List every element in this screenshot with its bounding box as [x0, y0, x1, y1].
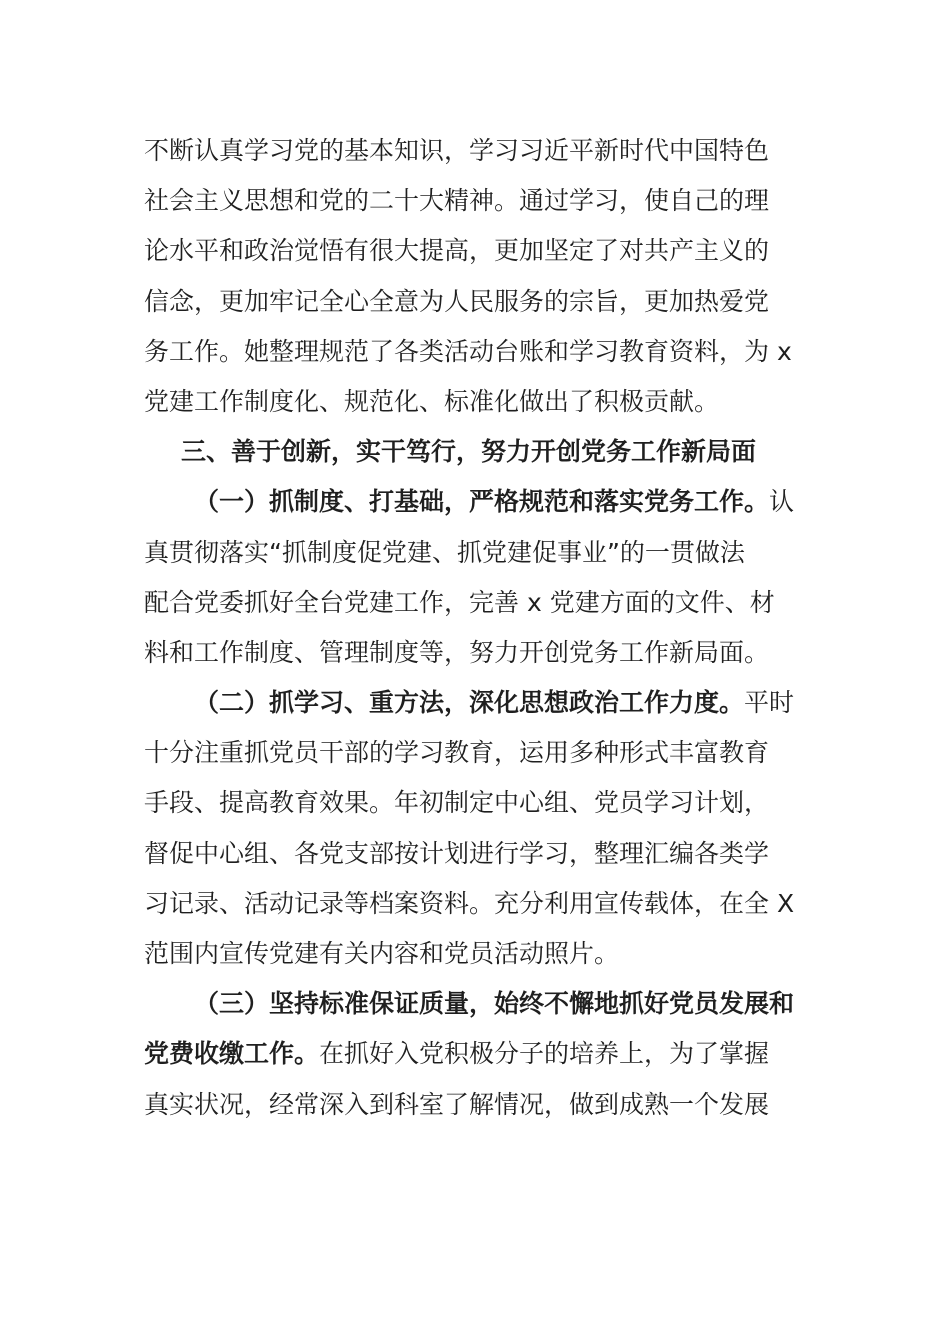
item3-second-line	[144, 1029, 808, 1079]
item1-first-line	[144, 477, 808, 527]
text-line: 信念，更加牢记全心全意为人民服务的宗旨，更加热爱党	[144, 286, 770, 316]
text-line: 配合党委抓好全台党建工作，完善 x 党建方面的文件、材	[144, 587, 775, 617]
item2-rest: 平时	[744, 688, 795, 718]
text-line: 党建工作制度化、规范化、标准化做出了积极贡献。	[144, 386, 720, 416]
text-line: 务工作。她整理规范了各类活动台账和学习教育资料，为 x	[144, 336, 792, 366]
item2-lead: （二）抓学习、重方法，深化思想政治工作力度。	[194, 688, 745, 718]
item3-rest: 在抓好入党积极分子的培养上，为了掌握	[319, 1039, 770, 1069]
text-line: 督促中心组、各党支部按计划进行学习，整理汇编各类学	[144, 838, 770, 868]
text-line: 料和工作制度、管理制度等，努力开创党务工作新局面。	[144, 637, 770, 667]
document-body	[144, 126, 808, 1130]
section-heading: 三、善于创新，实干笃行，努力开创党务工作新局面	[181, 437, 757, 467]
text-line: 真贯彻落实“抓制度促党建、抓党建促事业”的一贯做法	[144, 537, 745, 567]
text-line: 论水平和政治觉悟有很大提高，更加坚定了对共产主义的	[144, 236, 770, 266]
item3-lead-line1: （三）坚持标准保证质量，始终不懈地抓好党员发展和	[194, 989, 795, 1019]
item3-lead-line2: 党费收缴工作。	[144, 1039, 320, 1069]
text-line: 十分注重抓党员干部的学习教育，运用多种形式丰富教育	[144, 738, 770, 768]
text-line: 手段、提高教育效果。年初制定中心组、党员学习计划，	[144, 788, 770, 818]
text-line: 社会主义思想和党的二十大精神。通过学习，使自己的理	[144, 186, 770, 216]
item2-first-line	[144, 678, 808, 728]
text-line: 真实状况，经常深入到科室了解情况，做到成熟一个发展	[144, 1089, 770, 1119]
text-line: 范围内宣传党建有关内容和党员活动照片。	[144, 939, 620, 968]
item1-rest: 认	[769, 487, 795, 517]
text-line: 不断认真学习党的基本知识，学习习近平新时代中国特色	[144, 136, 770, 165]
text-line: 习记录、活动记录等档案资料。充分利用宣传载体，在全 X	[144, 888, 795, 918]
item1-lead: （一）抓制度、打基础，严格规范和落实党务工作。	[194, 487, 770, 517]
